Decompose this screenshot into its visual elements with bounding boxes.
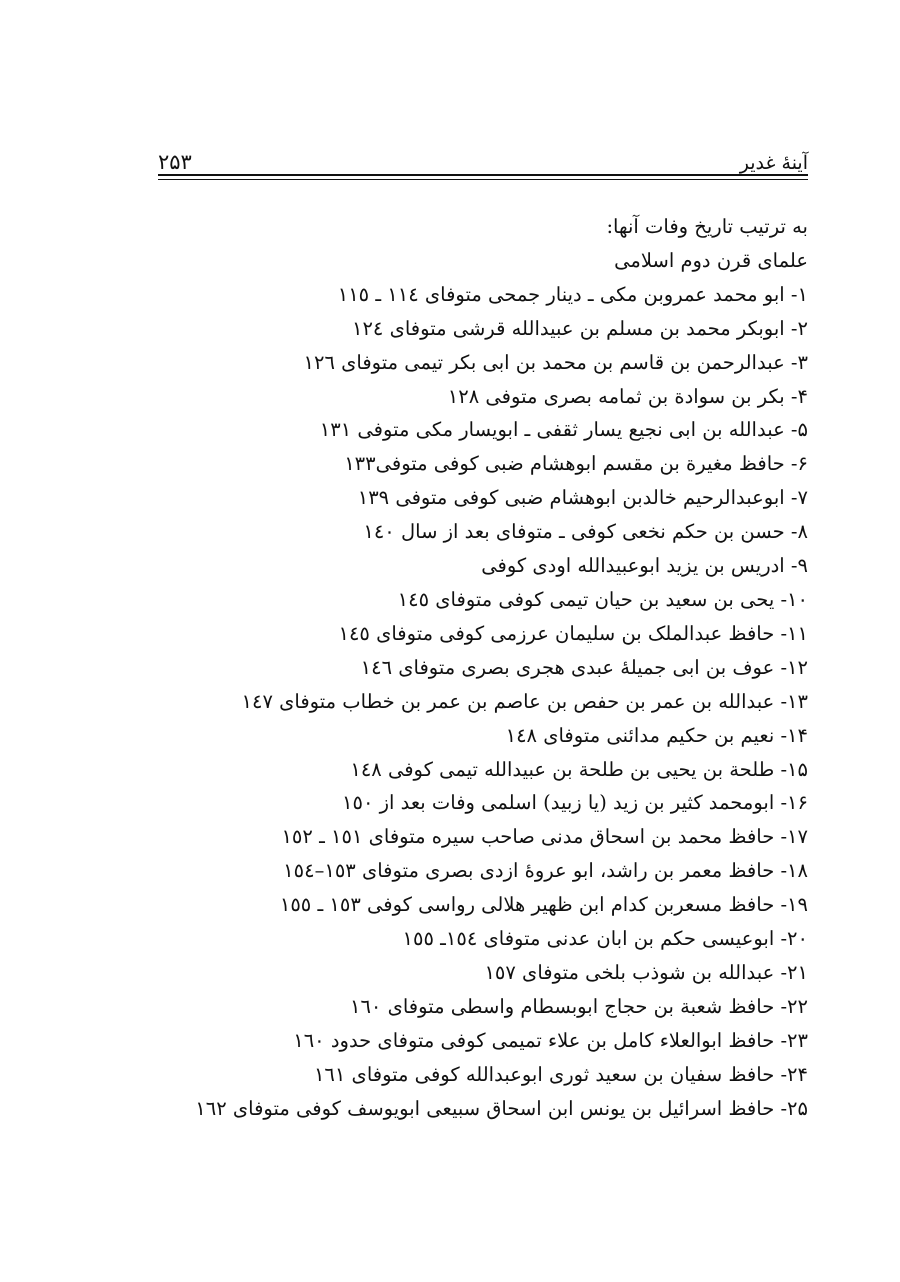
list-item: ۵- عبدالله بن ابی نجیع یسار ثقفی ـ ابویسار مکی متوفی ۱۳۱ — [319, 418, 808, 442]
list-item: ۲۴- حافظ سفیان بن سعید ثوری ابوعبدالله کوفی متوفای ۱٦۱ — [313, 1062, 808, 1086]
list-item: ۱۰- یحی بن سعید بن حیان تیمی کوفی متوفای ۱٤٥ — [397, 587, 808, 611]
list-item: ۱۷- حافظ محمد بن اسحاق مدنی صاحب سیره متوفای ۱٥۱ ـ ۱٥۲ — [281, 825, 808, 849]
list-item: ۶- حافظ مغیرة بن مقسم ابوهشام ضبی کوفی متوفی۱۳۳ — [344, 452, 808, 476]
list-item: ۲۲- حافظ شعبة بن حجاج ابوبسطام واسطی متوفای ۱٦۰ — [349, 994, 808, 1018]
header-rule-thin — [158, 179, 808, 180]
list-item: ۱۴- نعیم بن حکیم مدائنی متوفای ۱٤۸ — [505, 723, 808, 747]
list-item: ۲- ابوبکر محمد بن مسلم بن عبیدالله قرشی متوفای ۱۲٤ — [351, 316, 808, 340]
list-item: ۲۰- ابوعیسی حکم بن ابان عدنی متوفای ۱٥٤ـ ۱٥٥ — [402, 927, 808, 951]
list-item: ۲۵- حافظ اسرائیل بن یونس ابن اسحاق سبیعی ابویوسف کوفی متوفای ۱٦۲ — [195, 1096, 808, 1120]
list-item: ۲۱- عبدالله بن شوذب بلخی متوفای ۱٥۷ — [484, 960, 808, 984]
book-title: آینهٔ غدیر — [739, 152, 808, 174]
list-item: ۳- عبدالرحمن بن قاسم بن محمد بن ابی بکر تیمی متوفای ۱۲٦ — [303, 350, 808, 374]
list-item: ۸- حسن بن حکم نخعی کوفی ـ متوفای بعد از سال ۱٤۰ — [363, 520, 808, 544]
list-item: ۱۳- عبدالله بن عمر بن حفص بن عاصم بن عمر بن خطاب متوفای ۱٤۷ — [241, 689, 808, 713]
list-item: ۱۶- ابومحمد کثیر بن زید (یا زبید) اسلمی وفات بعد از ۱٥۰ — [342, 791, 808, 815]
list-item: ۱- ابو محمد عمروبن مکی ـ دینار جمحی متوفای ۱۱٤ ـ ۱۱٥ — [337, 282, 808, 306]
list-item: ۱۹- حافظ مسعربن کدام ابن ظهیر هلالی رواسی کوفی ۱٥۳ ـ ۱٥٥ — [279, 893, 808, 917]
list-item: ۱۵- طلحة بن یحیی بن طلحة بن عبیدالله تیمی کوفی ۱٤۸ — [350, 757, 808, 781]
section-heading: علمای قرن دوم اسلامی — [614, 248, 808, 272]
intro-line: به ترتیب تاریخ وفات آنها: — [606, 215, 808, 238]
list-item: ۱۱- حافظ عبدالملک بن سلیمان عرزمی کوفی متوفای ۱٤٥ — [338, 621, 808, 645]
header-rule-thick — [158, 174, 808, 176]
page-number: ۲۵۳ — [158, 150, 192, 174]
body-text — [148, 210, 808, 1125]
list-item: ۱۸- حافظ معمر بن راشد، ابو عروهٔ ازدی بصری متوفای ۱٥۳–۱٥٤ — [283, 859, 808, 883]
list-item: ۲۳- حافظ ابوالعلاء کامل بن علاء تمیمی کوفی متوفای حدود ۱٦۰ — [293, 1028, 808, 1052]
list-item: ۷- ابوعبدالرحیم خالدبن ابوهشام ضبی کوفی متوفی ۱۳۹ — [357, 486, 808, 510]
list-item: ۹- ادریس بن یزید ابوعبیدالله اودی کوفی — [481, 554, 808, 578]
list-item: ۴- بکر بن سوادة بن ثمامه بصری متوفی ۱۲۸ — [447, 384, 808, 408]
list-item: ۱۲- عوف بن ابی جمیلهٔ عبدی هجری بصری متوفای ۱٤٦ — [360, 655, 808, 679]
